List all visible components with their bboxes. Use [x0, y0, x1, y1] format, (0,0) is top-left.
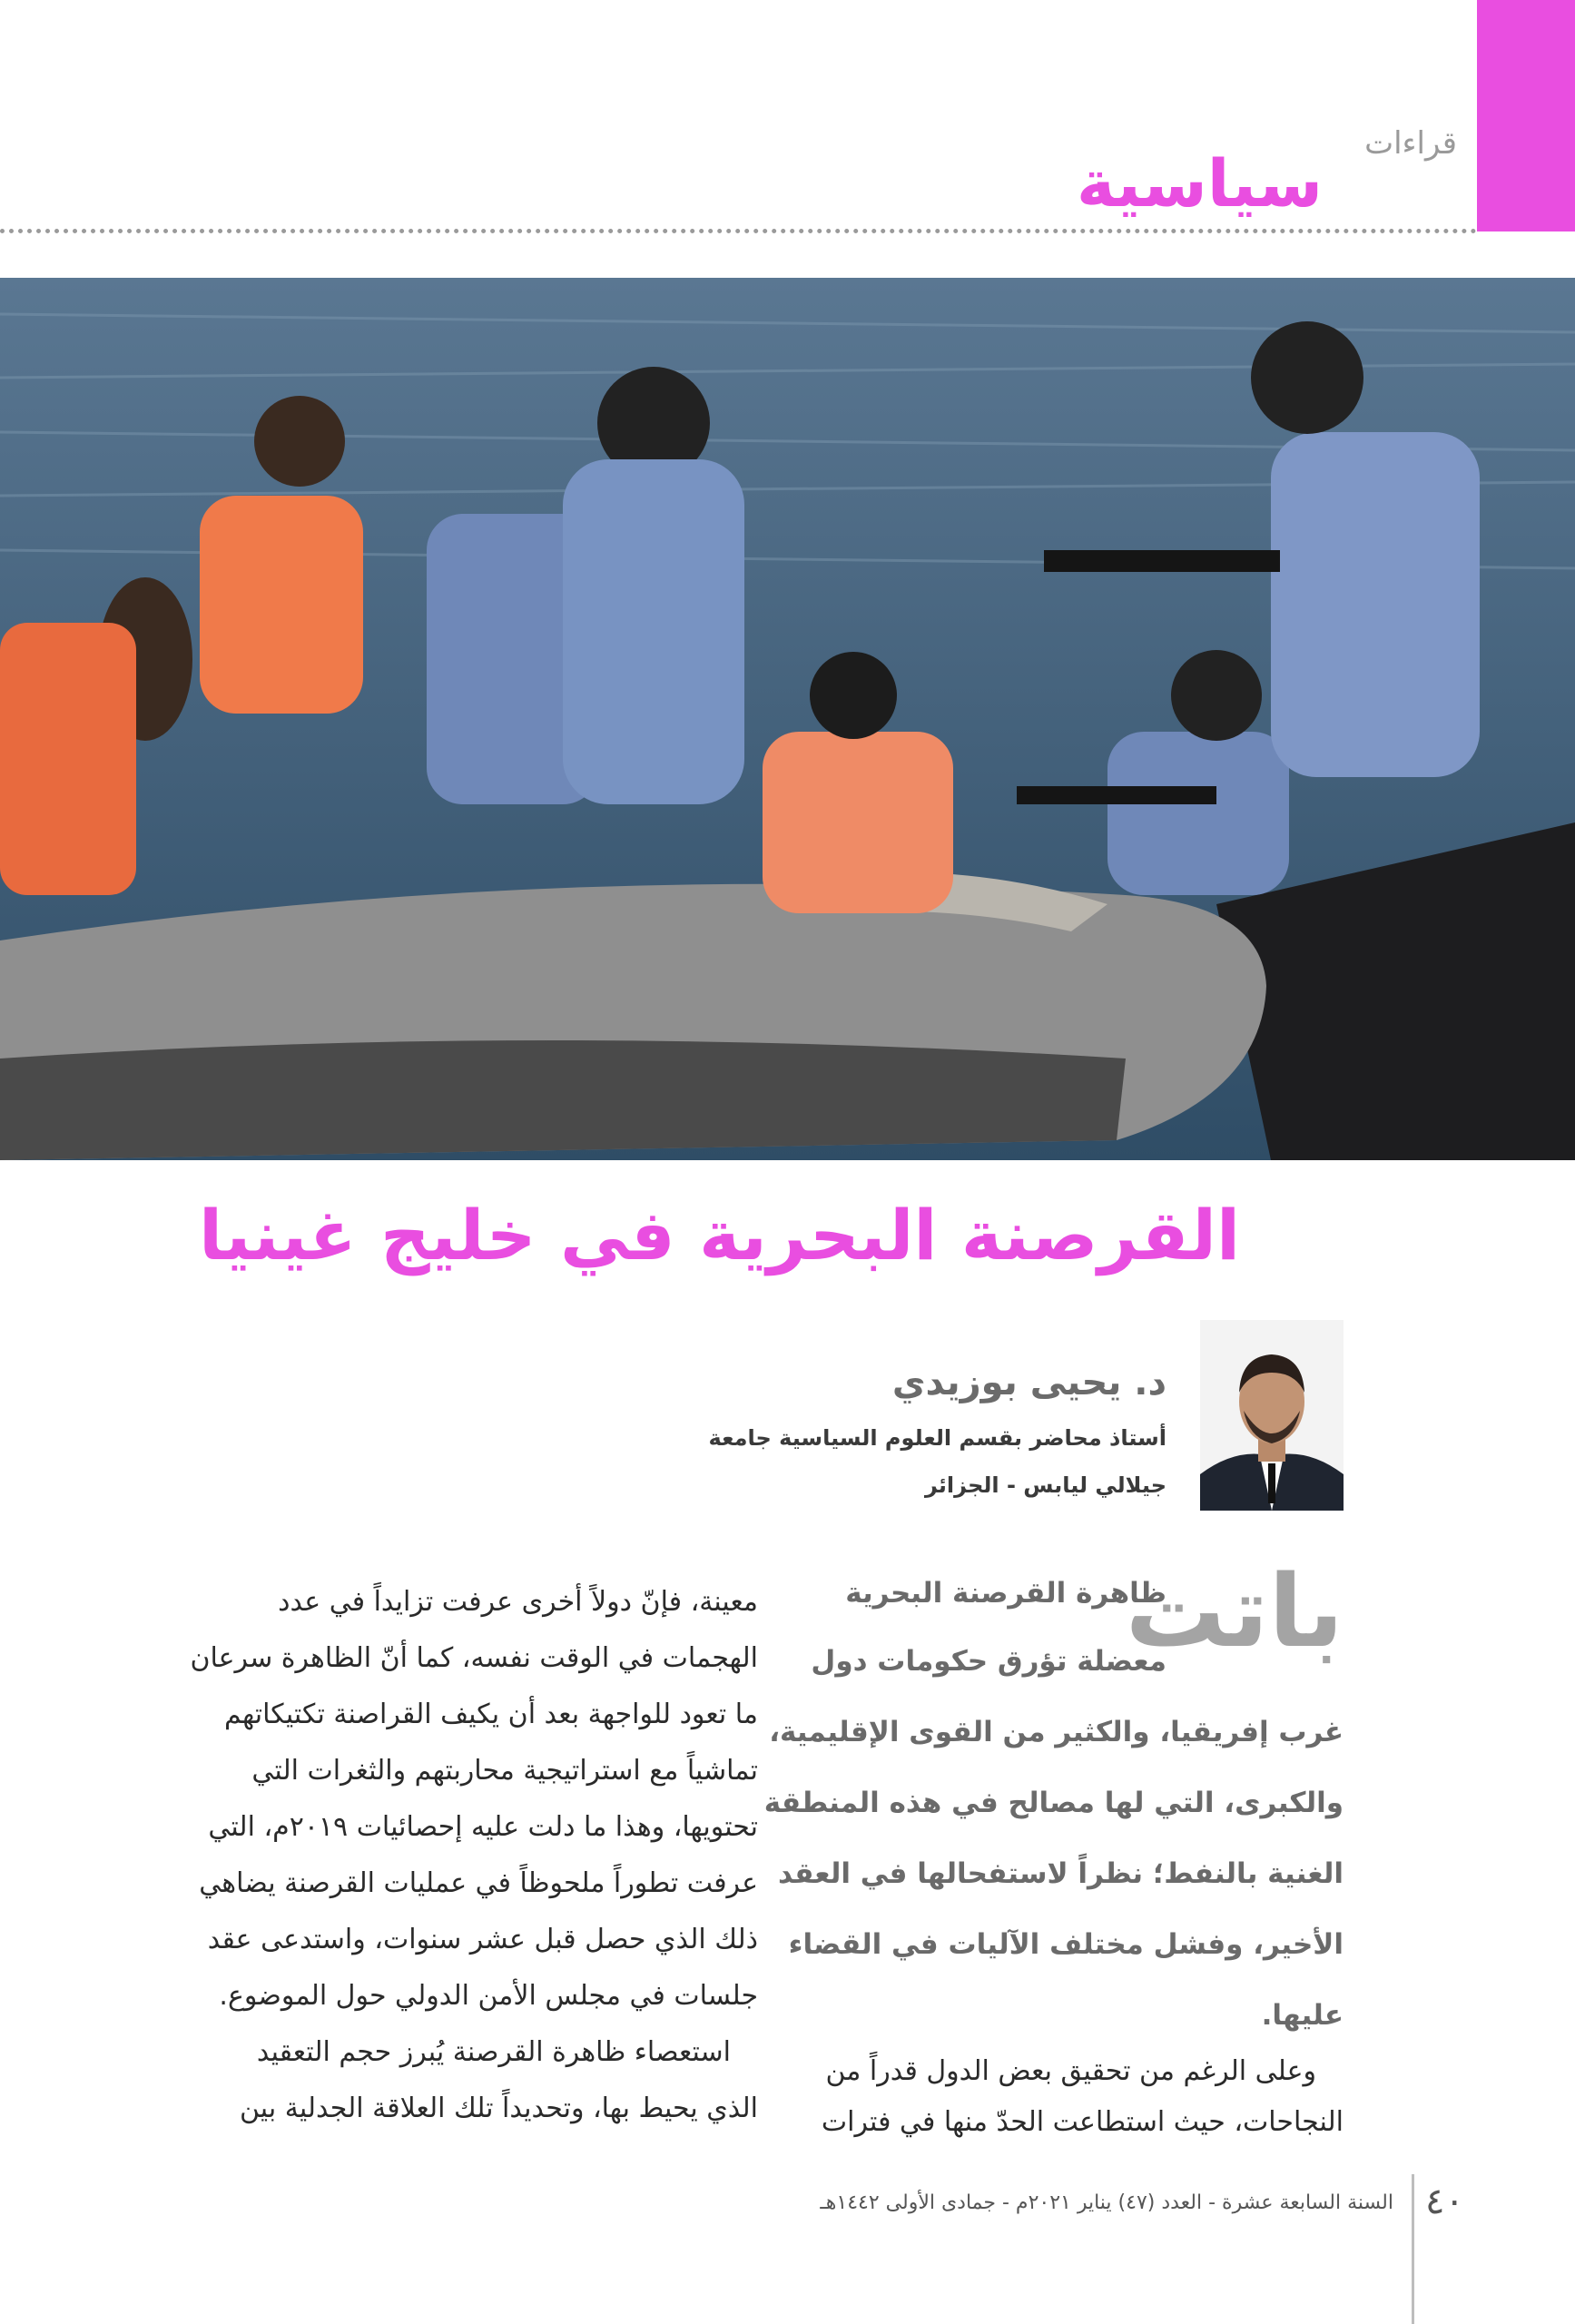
left-column-line: تحتويها، وهذا ما دلت عليه إحصائيات ٢٠١٩م، التي — [208, 1811, 758, 1843]
page-number: ٤٠ — [1425, 2181, 1464, 2222]
left-column-line: تماشياً مع استراتيجية محاربتهم والثغرات التي — [251, 1755, 758, 1787]
author-photo — [1200, 1320, 1344, 1511]
section-label: قراءات — [1364, 125, 1457, 162]
author-affiliation-line: جيلالي ليابس - الجزائر — [924, 1472, 1166, 1498]
right-column-line: والكبرى، التي لها مصالح في هذه المنطقة — [763, 1787, 1344, 1819]
right-column-line: الغنية بالنفط؛ نظراً لاستفحالها في العقد — [778, 1857, 1344, 1890]
left-column-line: معينة، فإنّ دولاً أخرى عرفت تزايداً في عدد — [278, 1586, 758, 1618]
right-column-line: غرب إفريقيا، والكثير من القوى الإقليمية، — [769, 1716, 1344, 1748]
right-column-line: عليها. — [1261, 1999, 1344, 2032]
author-title-line: أستاذ محاضر بقسم العلوم السياسية جامعة — [708, 1425, 1166, 1451]
left-column-line: الهجمات في الوقت نفسه، كما أنّ الظاهرة سرعان — [190, 1642, 758, 1674]
left-column-line: ذلك الذي حصل قبل عشر سنوات، واستدعى عقد — [207, 1924, 758, 1955]
right-column-line: النجاحات، حيث استطاعت الحدّ منها في فترات — [821, 2106, 1344, 2138]
right-column-line: ظاهرة القرصنة البحرية — [845, 1577, 1166, 1610]
drop-cap: باتت — [1125, 1553, 1344, 1669]
article-headline: القرصنة البحرية في خليج غينيا — [198, 1195, 1240, 1275]
issue-info: السنة السابعة عشرة - العدد (٤٧) يناير ٢٠٢١م - جمادى الأولى ١٤٤٢هـ — [820, 2191, 1393, 2214]
left-column-line: جلسات في مجلس الأمن الدولي حول الموضوع. — [219, 1980, 758, 2012]
left-column-line: عرفت تطوراً ملحوظاً في عمليات القرصنة يضاهي — [199, 1867, 758, 1899]
right-column-line: الأخير، وفشل مختلف الآليات في القضاء — [788, 1928, 1344, 1961]
boat-boarding-photo — [0, 278, 1575, 1160]
author-name: د. يحيى بوزيدي — [891, 1362, 1166, 1403]
section-color-tab — [1477, 0, 1575, 231]
left-column-line: استعصاء ظاهرة القرصنة يُبرز حجم التعقيد — [256, 2036, 731, 2068]
footer-divider — [1412, 2174, 1414, 2324]
left-column-line: الذي يحيط بها، وتحديداً تلك العلاقة الجدلية بين — [239, 2093, 758, 2124]
right-column-line: وعلى الرغم من تحقيق بعض الدول قدراً من — [825, 2055, 1316, 2087]
section-title: سياسية — [1076, 145, 1323, 222]
header-divider — [0, 229, 1477, 233]
left-column-line: ما تعود للواجهة بعد أن يكيف القراصنة تكتيكاتهم — [224, 1699, 758, 1730]
right-column-line: معضلة تؤرق حكومات دول — [811, 1645, 1166, 1678]
